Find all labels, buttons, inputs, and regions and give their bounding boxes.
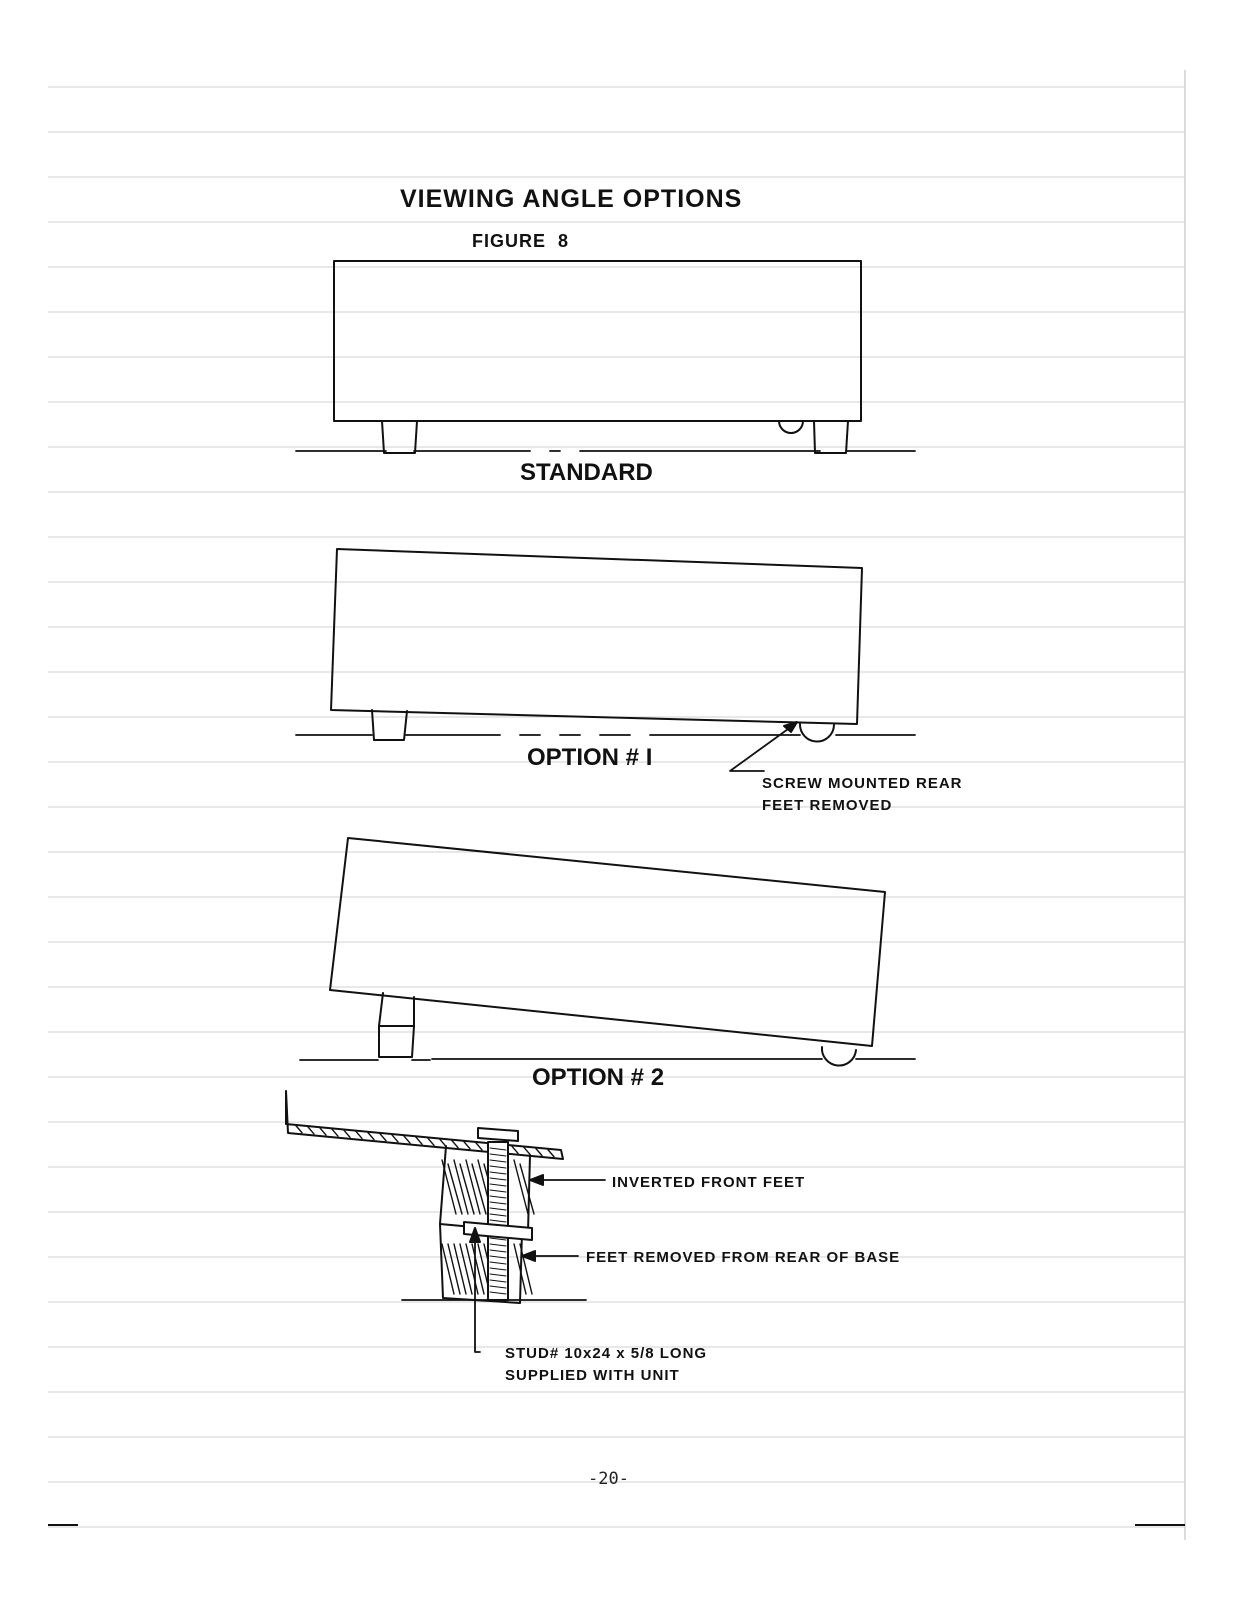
plate-hatch-line bbox=[344, 1130, 350, 1137]
feet-removed-callout: FEET REMOVED FROM REAR OF BASE bbox=[586, 1249, 901, 1266]
foot-detail-section bbox=[286, 1091, 605, 1352]
standard-rear-foot bbox=[814, 421, 848, 453]
plate-hatch-line bbox=[404, 1136, 410, 1143]
plate-hatch-line bbox=[548, 1150, 554, 1157]
stud-callout-line2: SUPPLIED WITH UNIT bbox=[505, 1367, 680, 1384]
foot-hatch-line bbox=[466, 1244, 478, 1294]
plate-hatch-line bbox=[368, 1133, 374, 1140]
plate-hatch-line bbox=[320, 1128, 326, 1135]
standard-cabinet bbox=[334, 261, 861, 421]
plate-hatch-line bbox=[332, 1129, 338, 1136]
plate-hatch-line bbox=[512, 1146, 518, 1153]
plate-hatch-line bbox=[356, 1131, 362, 1138]
standard-label: STANDARD bbox=[520, 459, 653, 486]
option1-front-foot bbox=[372, 710, 407, 740]
figure-label: FIGURE 8 bbox=[472, 231, 570, 251]
plate-hatch-line bbox=[296, 1126, 302, 1133]
option1-callout-leader bbox=[730, 724, 795, 771]
option1-rear-screw-foot bbox=[800, 724, 834, 742]
option1-cabinet bbox=[331, 549, 862, 724]
rear-feet-callout-line1: SCREW MOUNTED REAR bbox=[762, 775, 963, 792]
stud-callout-line1: STUD# 10x24 x 5/8 LONG bbox=[505, 1345, 708, 1362]
rear-feet-callout-line2: FEET REMOVED bbox=[762, 797, 893, 814]
plate-hatch-line bbox=[524, 1147, 530, 1154]
plate-hatch-line bbox=[392, 1135, 398, 1142]
option1-label: OPTION # I bbox=[527, 744, 653, 771]
standard-rear-screw-foot bbox=[779, 421, 803, 433]
diagram-title: VIEWING ANGLE OPTIONS bbox=[400, 185, 743, 213]
plate-hatch-line bbox=[536, 1149, 542, 1156]
ruled-lines bbox=[48, 87, 1185, 1527]
plate-hatch-line bbox=[428, 1138, 434, 1145]
plate-hatch-line bbox=[308, 1127, 314, 1134]
foot-hatch-line bbox=[448, 1244, 460, 1294]
inverted-front-feet-callout: INVERTED FRONT FEET bbox=[612, 1174, 806, 1191]
plate-hatch-line bbox=[380, 1134, 386, 1141]
page-number: -20- bbox=[588, 1469, 629, 1489]
foot-hatch-line bbox=[454, 1244, 466, 1294]
foot-hatch-line bbox=[442, 1244, 454, 1294]
option2-floor-line bbox=[300, 1059, 915, 1060]
plate-hatch-line bbox=[476, 1143, 482, 1150]
foot-hatch-line bbox=[460, 1244, 472, 1294]
foot-hatch-line bbox=[472, 1244, 484, 1294]
detail-base-plate bbox=[286, 1091, 563, 1159]
plate-hatch-line bbox=[440, 1139, 446, 1146]
detail-screw-head bbox=[478, 1128, 518, 1141]
plate-hatch-line bbox=[452, 1141, 458, 1148]
option2-rear-screw-foot bbox=[822, 1047, 856, 1066]
plate-hatch-line bbox=[416, 1137, 422, 1144]
plate-hatch-line bbox=[464, 1142, 470, 1149]
inverted-front-feet-arrowhead bbox=[530, 1175, 543, 1185]
option2-label: OPTION # 2 bbox=[532, 1064, 665, 1091]
option2-view bbox=[300, 838, 915, 1066]
standard-front-foot bbox=[382, 421, 417, 453]
